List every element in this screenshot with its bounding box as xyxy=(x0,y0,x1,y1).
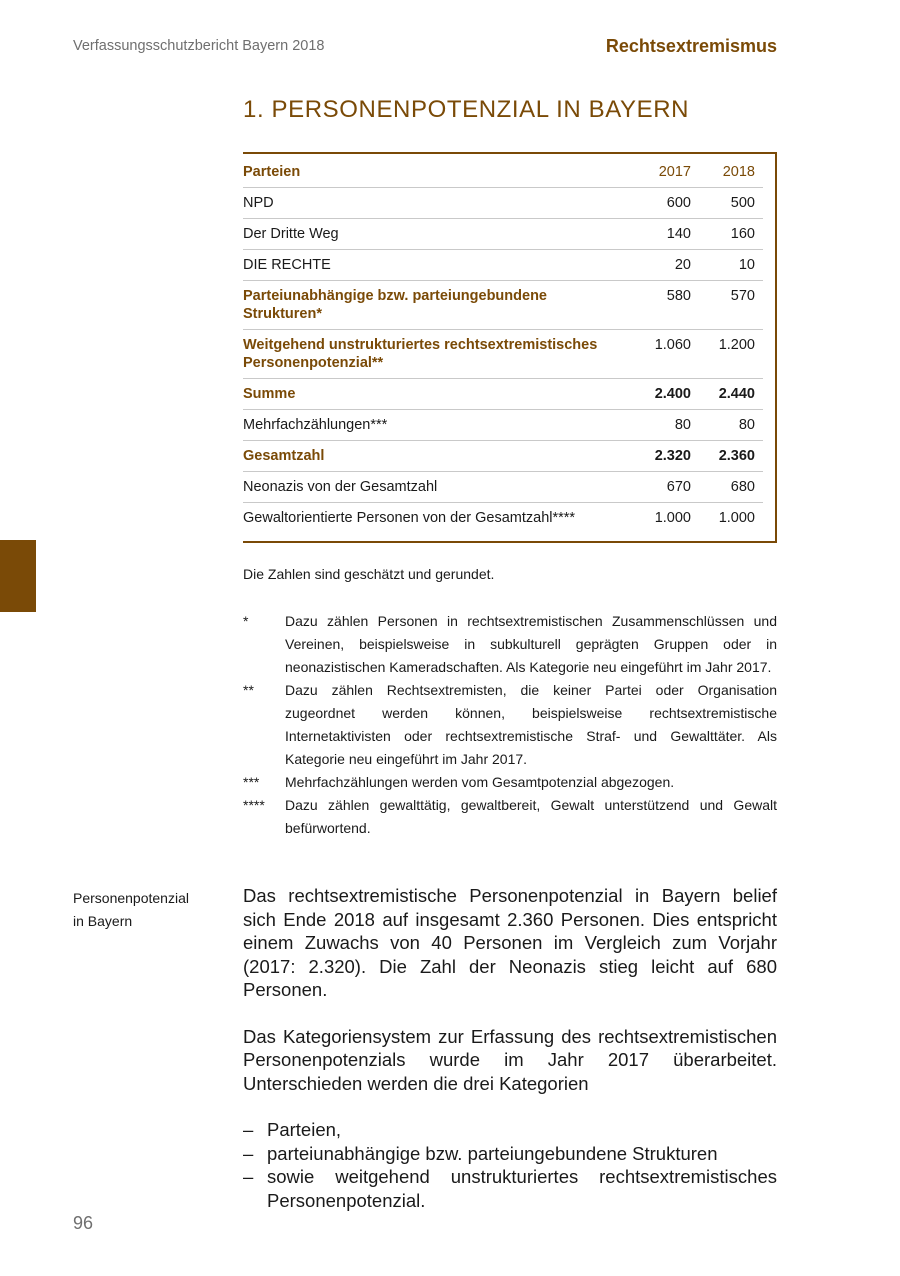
list-dash: – xyxy=(243,1166,254,1187)
row-value-2018: 500 xyxy=(691,188,763,219)
estimate-note: Die Zahlen sind geschätzt und gerundet. xyxy=(243,566,495,582)
table-row xyxy=(243,281,763,330)
row-value-2018: 2.360 xyxy=(691,441,763,472)
row-value-2017: 1.000 xyxy=(654,510,691,526)
list-dash: – xyxy=(243,1142,254,1164)
category-list xyxy=(243,1118,777,1212)
page-number: 96 xyxy=(73,1213,94,1233)
list-item-text: parteiunabhängige bzw. parteiungebundene Strukturen xyxy=(267,1142,718,1164)
list-item xyxy=(243,1165,777,1212)
row-value-2017: 670 xyxy=(629,472,691,503)
section-title: Rechtsextremismus xyxy=(605,36,777,56)
row-value-2018: 2.440 xyxy=(691,379,763,410)
footnote-text: Mehrfachzählungen werden vom Gesamtpotenzial abgezogen. xyxy=(285,774,675,790)
row-label: Gesamtzahl xyxy=(243,441,629,472)
row-label: Mehrfachzählungen*** xyxy=(243,410,629,441)
footnotes xyxy=(243,610,777,840)
margin-label xyxy=(73,887,223,933)
footnote xyxy=(243,679,777,771)
row-value-2017: 580 xyxy=(629,281,691,330)
table-row xyxy=(243,219,763,250)
publication-title: Verfassungsschutzbericht Bayern 2018 xyxy=(73,38,325,54)
row-label: DIE RECHTE xyxy=(243,250,629,281)
personenpotenzial-table xyxy=(243,152,777,543)
row-value-2018: 10 xyxy=(691,250,763,281)
list-item-text: Parteien, xyxy=(267,1119,342,1140)
table-row xyxy=(243,188,763,219)
footnote xyxy=(243,794,777,840)
row-value-2018: 160 xyxy=(691,219,763,250)
row-label: Der Dritte Weg xyxy=(243,219,629,250)
row-label: Gewaltorientierte Personen von der Gesamtzahl**** xyxy=(243,510,576,526)
row-value-2018: 80 xyxy=(691,410,763,441)
row-value-2018: 1.200 xyxy=(691,330,763,379)
row-value-2017: 600 xyxy=(629,188,691,219)
body-text xyxy=(243,884,777,1212)
footnote-text: Dazu zählen Personen in rechtsextremistischen Zusammenschlüssen und Vereinen, beispielsweise in subkulturell geprägten Gruppen oder in neonazistischen Kameradschaften. Als Kategorie neu eingeführt im Jahr 2017. xyxy=(285,613,777,675)
chapter-tab-marker xyxy=(0,540,36,612)
row-value-2017: 2.400 xyxy=(629,379,691,410)
footnote-text: Dazu zählen Rechtsextremisten, die keiner Partei oder Organisation zugeordnet werden können, beispielsweise rechtsextremistische Internetaktivisten oder rechtsextremistische Straf- und Gewalttäter. Als Kategorie neu eingeführt im Jahr 2017. xyxy=(285,682,777,767)
row-value-2017: 1.060 xyxy=(629,330,691,379)
table-header-row xyxy=(243,157,763,188)
table-row xyxy=(243,410,763,441)
row-value-2018: 1.000 xyxy=(718,510,755,526)
margin-label-line: in Bayern xyxy=(73,913,133,929)
row-label: Summe xyxy=(243,379,629,410)
table-row xyxy=(243,330,763,379)
list-item xyxy=(243,1118,777,1142)
paragraph: Das rechtsextremistische Personenpotenzial in Bayern belief sich Ende 2018 auf insgesamt 2.360 Personen. Dies entspricht einem Zuwachs von 40 Personen im Vergleich zum Vorjahr (2017: 2.320). Die Zahl der Neonazis stieg leicht auf 680 Personen. xyxy=(243,885,777,1000)
paragraph: Das Kategoriensystem zur Erfassung des rechtsextremistischen Personenpotenzials wurde im Jahr 2017 überarbeitet. Unterschieden werden die drei Kategorien xyxy=(243,1025,777,1094)
table-row xyxy=(243,250,763,281)
footnote-mark: **** xyxy=(243,797,265,813)
table-header-2018: 2018 xyxy=(691,157,763,188)
row-value-2017: 80 xyxy=(629,410,691,441)
list-dash: – xyxy=(243,1119,254,1140)
row-value-2017: 2.320 xyxy=(629,441,691,472)
footnote-mark: * xyxy=(243,613,249,629)
row-value-2017: 20 xyxy=(629,250,691,281)
table-header-label: Parteien xyxy=(243,157,629,188)
footnote-mark: ** xyxy=(243,682,254,698)
row-label: NPD xyxy=(243,188,629,219)
list-item xyxy=(243,1142,777,1166)
row-value-2017: 140 xyxy=(629,219,691,250)
row-label: Weitgehend unstrukturiertes rechtsextremistisches Personenpotenzial** xyxy=(243,330,629,379)
row-value-2018: 570 xyxy=(691,281,763,330)
table-row-summe xyxy=(243,379,763,410)
row-value-2018: 680 xyxy=(691,472,763,503)
list-item-text: sowie weitgehend unstrukturiertes rechtsextremistisches Personenpotenzial. xyxy=(267,1166,777,1211)
chapter-title: 1. PERSONENPOTENZIAL IN BAYERN xyxy=(243,96,690,123)
table-header-2017: 2017 xyxy=(629,157,691,188)
footnote xyxy=(243,771,777,794)
footnote xyxy=(243,610,777,679)
footnote-text: Dazu zählen gewalttätig, gewaltbereit, Gewalt unterstützend und Gewalt befürwortend. xyxy=(285,797,777,836)
margin-label-line: Personenpotenzial xyxy=(73,890,189,906)
table-row-gesamtzahl xyxy=(243,441,763,472)
footnote-mark: *** xyxy=(243,774,260,790)
table-row xyxy=(243,503,763,534)
table-row xyxy=(243,472,763,503)
row-label: Parteiunabhängige bzw. parteiungebundene Strukturen* xyxy=(243,281,629,330)
row-label: Neonazis von der Gesamtzahl xyxy=(243,472,629,503)
